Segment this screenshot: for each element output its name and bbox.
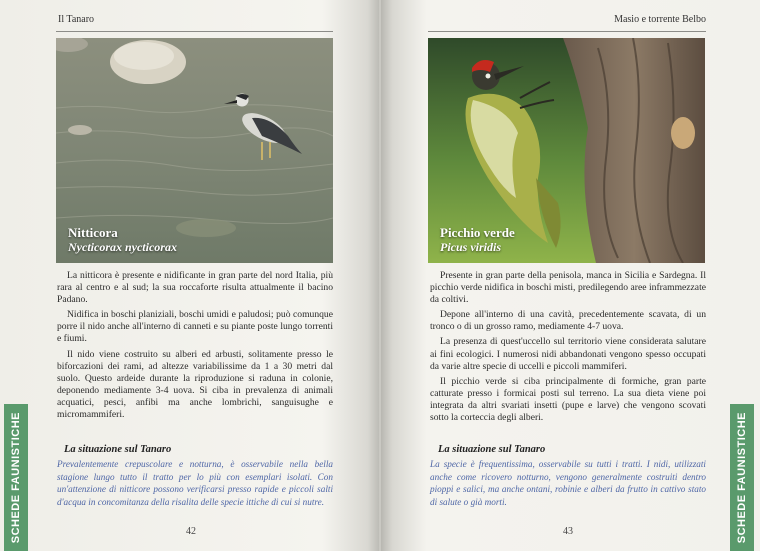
species-description-right	[430, 270, 706, 427]
species-scientific-name: Picus viridis	[440, 240, 502, 254]
paragraph: Il nido viene costruito su alberi ed arbusti, solitamente presso le biforcazioni dei rami, ad altezze variabilissime da 1 a 30 metri dal suolo. Questo ardeide durante la riproduzione si raduna in colonie, deponendo mediamente 3-4 uova. Si ciba in prevalenza di animali acquatici, pesci, anfibi ma anche lombrichi, sanguisughe e micromammiferi.	[57, 348, 333, 421]
paragraph: Il picchio verde si ciba principalmente di formiche, gran parte catturate presso i formicai posti sul terreno. La sua dieta viene poi integrata da altri svariati insetti (pupe e larve) che vengono scovati sotto la corteccia degli alberi.	[430, 375, 706, 424]
paragraph: Nidifica in boschi planiziali, boschi umidi e paludosi; può comunque porre il nido anche all'interno di canneti e su piante poste lungo torrenti e fiumi.	[57, 309, 333, 345]
side-tab-label: SCHEDE FAUNISTICHE	[736, 411, 748, 544]
photo-picchio-verde	[428, 38, 705, 263]
paragraph: La nitticora è presente e nidificante in gran parte del nord Italia, più rara al centro e al sud; la sua roccaforte risulta attualmente il bacino Padano.	[57, 270, 333, 306]
left-page	[0, 0, 379, 551]
section-title-left: La situazione sul Tanaro	[64, 444, 172, 455]
running-head-left: Il Tanaro	[58, 14, 95, 25]
running-head-right: Masio e torrente Belbo	[614, 14, 706, 25]
right-page	[381, 0, 760, 551]
species-description-left	[57, 270, 333, 424]
species-scientific-name: Nycticorax nycticorax	[68, 240, 177, 254]
side-tab-label: SCHEDE FAUNISTICHE	[10, 411, 22, 544]
section-paragraph: La specie è frequentissima, osservabile su tutti i tratti. I nidi, utilizzati anche come ricovero notturno, vengono generalmente costruiti dentro pioppi e salici, ma anche ontani, robinie e alberi da frutto in cattivo stato di salute o già morti.	[430, 459, 706, 507]
section-text-left	[57, 458, 333, 508]
section-text-right	[430, 458, 706, 508]
photo-nitticora	[56, 38, 333, 263]
species-common-name: Picchio verde	[440, 225, 515, 240]
section-paragraph: Prevalentemente crepuscolare e notturna, è osservabile nella bella stagione lungo tutto il tratto per lo più con esemplari isolati. Con un'attenzione di nitticore possono verificarsi presso rapide e piccoli salti d'acqua in concomitanza della risalita delle specie ittiche di cui si nutre.	[57, 459, 333, 507]
section-title-right: La situazione sul Tanaro	[438, 444, 546, 455]
header-rule-left	[56, 31, 333, 32]
header-rule-right	[428, 31, 706, 32]
page-number-left: 42	[186, 526, 196, 537]
paragraph: Presente in gran parte della penisola, manca in Sicilia e Sardegna. Il picchio verde nidifica in boschi misti, predilegendo aree inframmezzate da coltivi.	[430, 270, 706, 306]
side-tab-left	[4, 404, 28, 551]
paragraph: La presenza di quest'uccello sul territorio viene considerata salutare ai fini ecologici. I numerosi nidi abbandonati vengono spesso occupati da varie altre specie di uccelli e piccoli mammiferi.	[430, 336, 706, 372]
photo-caption-left	[68, 225, 177, 255]
species-common-name: Nitticora	[68, 225, 118, 240]
paragraph: Depone all'interno di una cavità, precedentemente scavata, di un tronco o di un grosso ramo, mediamente 4-7 uova.	[430, 309, 706, 333]
side-tab-right	[730, 404, 754, 551]
photo-caption-right	[440, 225, 515, 255]
page-number-right: 43	[563, 526, 573, 537]
